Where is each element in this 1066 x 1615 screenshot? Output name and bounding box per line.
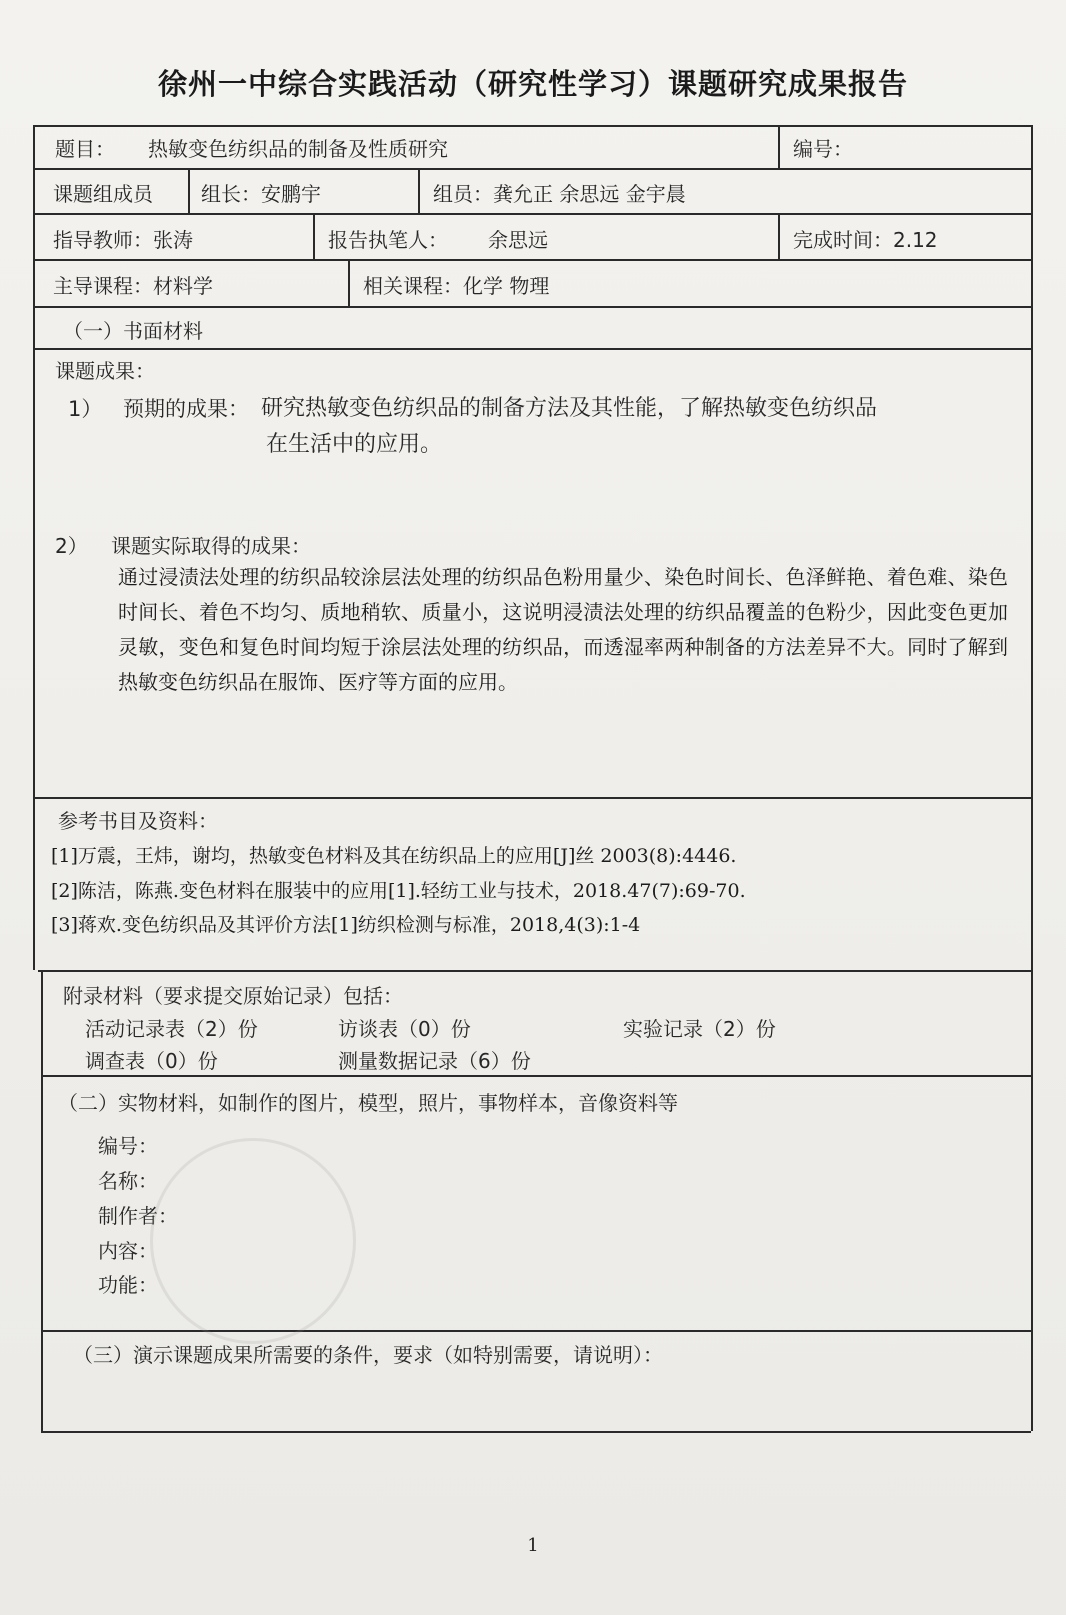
leader: 组长：安鹏宇 — [201, 182, 321, 206]
appendix-label: 附录材料（要求提交原始记录）包括： — [63, 984, 403, 1008]
rule-left — [33, 125, 35, 970]
page-number: 1 — [527, 1535, 539, 1556]
rule-right — [1031, 125, 1033, 1431]
rule-row1 — [33, 168, 1033, 170]
topic-label: 题目： — [55, 137, 115, 161]
appendix-measurement: 测量数据记录（6）份 — [338, 1049, 531, 1073]
references-label: 参考书目及资料： — [58, 809, 218, 833]
item2-number: 2） — [55, 534, 88, 558]
advisor: 指导教师：张涛 — [53, 228, 193, 252]
rule-section2 — [41, 1330, 1031, 1332]
appendix-survey: 调查表（0）份 — [85, 1049, 218, 1073]
field-number: 编号： — [98, 1134, 158, 1158]
rule-r3-sep1 — [313, 213, 315, 259]
rule-r4-sep — [348, 259, 350, 306]
main-course: 主导课程：材料学 — [53, 274, 213, 298]
results-label: 课题成果： — [55, 359, 155, 383]
appendix-activity-record: 活动记录表（2）份 — [85, 1017, 258, 1041]
field-function: 功能： — [98, 1273, 158, 1297]
rule-row3 — [33, 259, 1033, 261]
item1-label: 预期的成果： — [123, 397, 249, 421]
rule-r1-sep — [778, 125, 780, 168]
appendix-experiment: 实验记录（2）份 — [623, 1017, 776, 1041]
rule-results — [33, 797, 1033, 799]
rule-left-lower — [41, 970, 43, 1431]
rule-r2-sep2 — [418, 168, 420, 213]
field-content: 内容： — [98, 1239, 158, 1263]
rule-section1 — [33, 348, 1033, 350]
rule-r3-sep2 — [778, 213, 780, 259]
field-maker: 制作者： — [98, 1204, 178, 1228]
reference-item-2: [2]陈洁，陈燕.变色材料在服装中的应用[1].轻纺工业与技术，2018.47(7):69-70. — [51, 880, 746, 902]
item2-text: 通过浸渍法处理的纺织品较涂层法处理的纺织品色粉用量少、染色时间长、色泽鲜艳、着色难、染色时间长、着色不均匀、质地稍软、质量小，这说明浸渍法处理的纺织品覆盖的色粉少，因此变色更加灵敏，变色和复色时间均短于涂层法处理的纺织品，而透湿率两种制备的方法差异不大。同时了解到热敏变色纺织品在服饰、医疗等方面的应用。 — [118, 565, 1008, 694]
rule-bottom — [41, 1431, 1031, 1433]
related-course: 相关课程：化学 物理 — [363, 274, 550, 298]
document-title: 徐州一中综合实践活动（研究性学习）课题研究成果报告 — [157, 67, 908, 101]
rule-row4 — [33, 306, 1033, 308]
reference-item-3: [3]蒋欢.变色纺织品及其评价方法[1]纺织检测与标准，2018,4(3):1-4 — [51, 914, 641, 936]
faded-seal — [150, 1138, 356, 1344]
members: 组员：龚允正 余思远 金宇晨 — [433, 182, 686, 206]
section2-heading: （二）实物材料，如制作的图片，模型，照片，事物样本，音像资料等 — [58, 1091, 678, 1115]
item1-text-line2: 在生活中的应用。 — [266, 432, 443, 457]
section3-heading: （三）演示课题成果所需要的条件，要求（如特别需要，请说明）： — [73, 1343, 663, 1367]
section1-heading: （一）书面材料 — [63, 319, 203, 343]
item1-number: 1） — [68, 397, 103, 421]
finish-time: 完成时间：2.12 — [793, 228, 938, 252]
members-label: 课题组成员 — [53, 182, 153, 206]
number-label: 编号： — [793, 137, 853, 161]
rule-references — [38, 970, 1031, 972]
rule-top — [33, 125, 1033, 127]
topic-value: 热敏变色纺织品的制备及性质研究 — [148, 137, 448, 161]
rule-r2-sep1 — [188, 168, 190, 213]
item1-text-line1: 研究热敏变色纺织品的制备方法及其性能，了解热敏变色纺织品 — [261, 396, 878, 421]
field-name: 名称： — [98, 1169, 158, 1193]
item2-label: 课题实际取得的成果： — [111, 534, 311, 558]
writer-value: 余思远 — [488, 228, 548, 252]
appendix-interview: 访谈表（0）份 — [338, 1017, 471, 1041]
reference-item-1: [1]万震，王炜，谢均，热敏变色材料及其在纺织品上的应用[J]丝 2003(8):4446. — [51, 845, 737, 867]
rule-row2 — [33, 213, 1033, 215]
writer-label: 报告执笔人： — [328, 228, 448, 252]
rule-appendix — [41, 1075, 1031, 1077]
